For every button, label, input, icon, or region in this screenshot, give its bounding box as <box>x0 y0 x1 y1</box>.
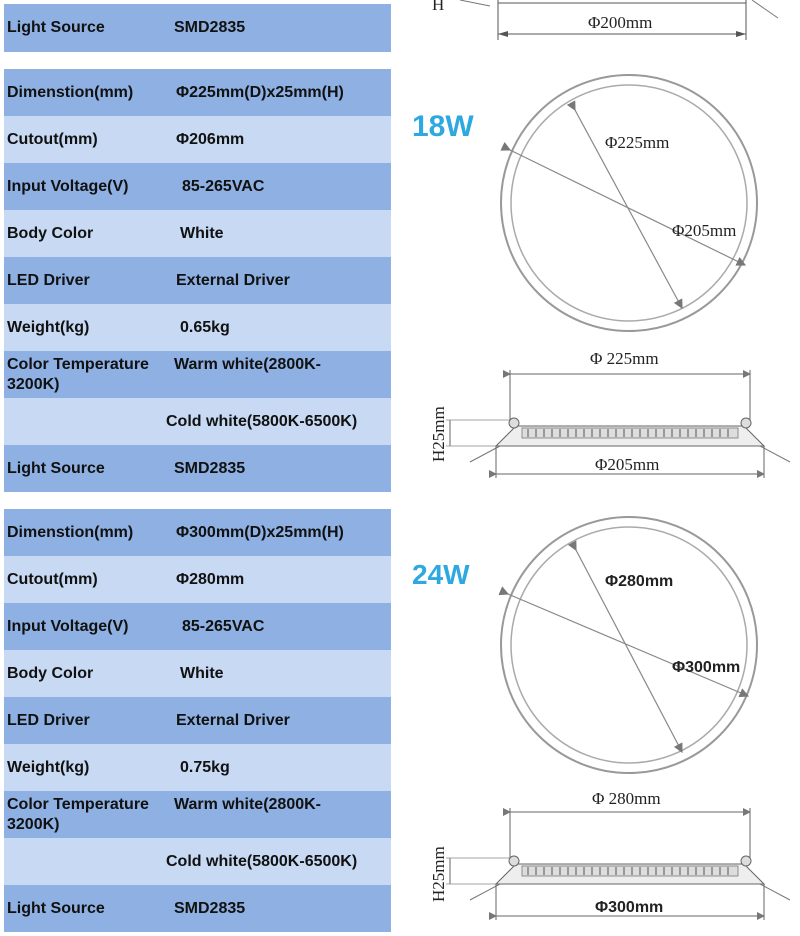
spec-label: Color Temperature 3200K) <box>7 796 149 833</box>
spec-row-color-temp-cold <box>4 398 391 445</box>
spec-value: Warm white(2800K- <box>174 356 321 373</box>
spec-value: Φ206mm <box>176 131 245 148</box>
outer-dim-label: Φ280mm <box>605 573 674 590</box>
spec-label: Dimenstion(mm) <box>7 524 134 541</box>
spec-label: Body Color <box>7 225 94 242</box>
spec-value: SMD2835 <box>174 19 246 36</box>
spec-value: Warm white(2800K- <box>174 796 321 813</box>
height-dim-label: H25mm <box>429 406 448 462</box>
spec-row-weight <box>4 744 391 791</box>
diagram-18w <box>400 70 800 495</box>
spec-label: Light Source <box>7 460 105 477</box>
spec-row-body-color <box>4 650 391 697</box>
spec-value: White <box>180 665 224 682</box>
spec-value: Φ300mm(D)x25mm(H) <box>176 524 344 541</box>
inner-dim-label: Φ300mm <box>672 659 741 676</box>
wattage-label: 24W <box>412 559 470 590</box>
spec-row-color-temp <box>4 351 391 398</box>
spec-label: Cutout(mm) <box>7 131 98 148</box>
spec-value: 85-265VAC <box>182 178 265 195</box>
panel-outer-ring <box>501 75 757 331</box>
spec-label: Weight(kg) <box>7 319 90 336</box>
spec-label: LED Driver <box>7 272 90 289</box>
spec-value: Φ225mm(D)x25mm(H) <box>176 84 344 101</box>
spec-row-weight <box>4 304 391 351</box>
spec-row-led-driver <box>4 257 391 304</box>
spec-row-dimension <box>4 69 391 116</box>
spec-label: Input Voltage(V) <box>7 618 129 635</box>
spec-row-input-voltage <box>4 163 391 210</box>
spec-label: Dimenstion(mm) <box>7 84 134 101</box>
spec-label: Light Source <box>7 900 105 917</box>
spec-value: 0.75kg <box>180 759 230 776</box>
spec-label: Color Temperature 3200K) <box>7 356 149 393</box>
spec-value: Cold white(5800K-6500K) <box>166 413 358 430</box>
height-dim-label: H25mm <box>429 846 448 902</box>
top-side-label: H <box>432 0 445 14</box>
spec-value: White <box>180 225 224 242</box>
spec-value: Φ280mm <box>176 571 245 588</box>
spec-row-input-voltage <box>4 603 391 650</box>
spec-row-cutout <box>4 116 391 163</box>
spec-row-led-driver <box>4 697 391 744</box>
spec-row-dimension <box>4 509 391 556</box>
spec-row-light-source <box>4 445 391 492</box>
inner-dim-label: Φ205mm <box>672 221 737 240</box>
top-dim-label: Φ200mm <box>588 13 653 32</box>
panel-inner-ring <box>511 85 747 321</box>
wattage-label: 18W <box>412 110 474 143</box>
top-diagram-fragment <box>400 0 800 60</box>
spec-label: Input Voltage(V) <box>7 178 129 195</box>
spec-row-body-color <box>4 210 391 257</box>
spec-value: SMD2835 <box>174 900 246 917</box>
spec-label: LED Driver <box>7 712 90 729</box>
outer-dim-label: Φ225mm <box>605 133 670 152</box>
spec-value: 85-265VAC <box>182 618 265 635</box>
side-bottom-dim-label: Φ300mm <box>595 899 664 916</box>
spec-row-cutout <box>4 556 391 603</box>
spec-value: External Driver <box>176 712 290 729</box>
spec-label: Body Color <box>7 665 94 682</box>
spec-label: Cutout(mm) <box>7 571 98 588</box>
diagram-24w <box>400 510 800 936</box>
side-top-dim-label: Φ 225mm <box>590 349 659 368</box>
side-bottom-dim-label: Φ205mm <box>595 455 660 474</box>
spec-table-24w <box>4 509 391 932</box>
spec-row-color-temp <box>4 791 391 838</box>
spec-row-light-source <box>4 4 391 52</box>
spec-value: SMD2835 <box>174 460 246 477</box>
spec-table-18w <box>4 69 391 492</box>
spec-value: Cold white(5800K-6500K) <box>166 853 358 870</box>
spec-row-light-source <box>4 885 391 932</box>
spec-row-color-temp-cold <box>4 838 391 885</box>
side-top-dim-label: Φ 280mm <box>592 789 661 808</box>
spec-value: 0.65kg <box>180 319 230 336</box>
spec-label: Light Source <box>7 19 105 36</box>
spec-label: Weight(kg) <box>7 759 90 776</box>
spec-value: External Driver <box>176 272 290 289</box>
top-spec-table <box>4 4 391 52</box>
